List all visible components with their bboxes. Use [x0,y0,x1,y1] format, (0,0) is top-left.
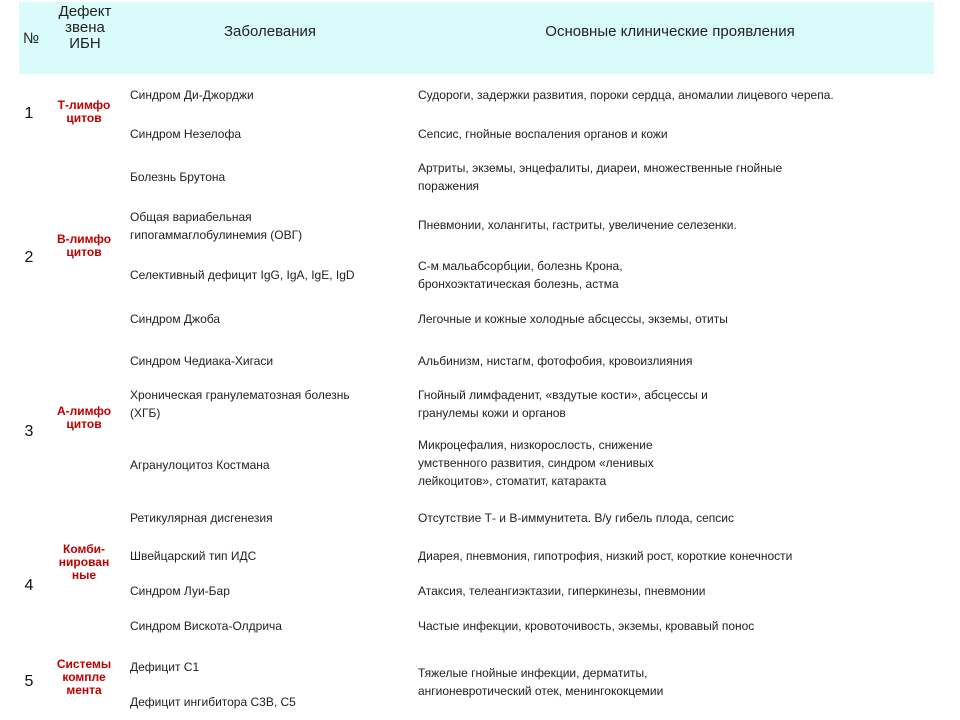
disease-row-3: Болезнь Брутона [130,170,226,184]
disease-row-11: Швейцарский тип ИДС [130,549,257,563]
clinical-row-4: Пневмонии, холангиты, гастриты, увеличение селезенки. [418,218,737,232]
clinical-row-13: Частые инфекции, кровоточивость, экземы, кровавый понос [418,619,755,633]
clinical-row-11: Диарея, пневмония, гипотрофия, низкий рост, короткие конечности [418,549,793,563]
group-3-number: 3 [24,423,34,440]
disease-row-14: Дефицит С1 [130,660,200,674]
header-number: № [22,30,40,47]
disease-row-6: Синдром Джоба [130,312,221,326]
group-1-number: 1 [24,105,34,122]
header-defect: Дефект звена ИБН [58,3,112,52]
clinical-row-10: Отсутствие Т- и В-иммунитета. В/у гибель плода, сепсис [418,511,734,525]
disease-row-2: Синдром Незелофа [130,127,242,141]
disease-row-7: Синдром Чедиака-Хигаси [130,354,274,368]
disease-row-4: Общая вариабельная гипогаммаглобулинемия (ОВГ) [130,210,303,242]
header-diseases: Заболевания [223,23,317,40]
disease-row-10: Ретикулярная дисгенезия [130,511,273,525]
group-4-number: 4 [24,577,34,594]
clinical-row-5: С-м мальабсорбции, болезнь Крона, бронхоэктатическая болезнь, астма [418,259,623,291]
clinical-row-9: Микроцефалия, низкорослость, снижение умственного развития, синдром «ленивых лейкоцитов», стоматит, катаракта [418,438,654,488]
group-3-defect: А-лимфо цитов [56,404,112,431]
clinical-row-12: Атаксия, телеангиэктазии, гиперкинезы, пневмонии [418,584,706,598]
clinical-row-1: Судороги, задержки развития, пороки сердца, аномалии лицевого черепа. [418,88,834,102]
disease-row-9: Агранулоцитоз Костмана [130,458,270,472]
disease-row-13: Синдром Вискота-Олдрича [130,619,282,633]
group-1-defect: Т-лимфо цитов [57,98,111,125]
group-2-number: 2 [24,249,34,266]
clinical-row-6: Легочные и кожные холодные абсцессы, экземы, отиты [418,312,728,326]
disease-row-8: Хроническая гранулематозная болезнь (ХГБ) [130,388,350,420]
disease-row-5: Селективный дефицит IgG, IgA, IgE, IgD [130,268,355,282]
header-clinical: Основные клинические проявления [545,23,795,40]
disease-row-15: Дефицит ингибитора С3В, С5 [130,695,296,709]
group-4-defect: Комби- нирован ные [58,542,110,582]
group-2-defect: В-лимфо цитов [56,232,112,259]
disease-row-12: Синдром Луи-Бар [130,584,230,598]
clinical-row-7: Альбинизм, нистагм, фотофобия, кровоизлияния [418,354,693,368]
group-5-defect: Системы компле мента [56,657,112,697]
group-5-number: 5 [24,673,34,690]
clinical-row-14: Тяжелые гнойные инфекции, дерматиты, ангионевротический отек, менингококцемии [418,666,664,698]
clinical-row-3: Артриты, экземы, энцефалиты, диареи, множественные гнойные поражения [418,161,783,193]
clinical-row-8: Гнойный лимфаденит, «вздутые кости», абсцессы и гранулемы кожи и органов [418,388,708,420]
disease-row-1: Синдром Ди-Джорджи [130,88,254,102]
clinical-row-2: Сепсис, гнойные воспаления органов и кожи [418,127,668,141]
